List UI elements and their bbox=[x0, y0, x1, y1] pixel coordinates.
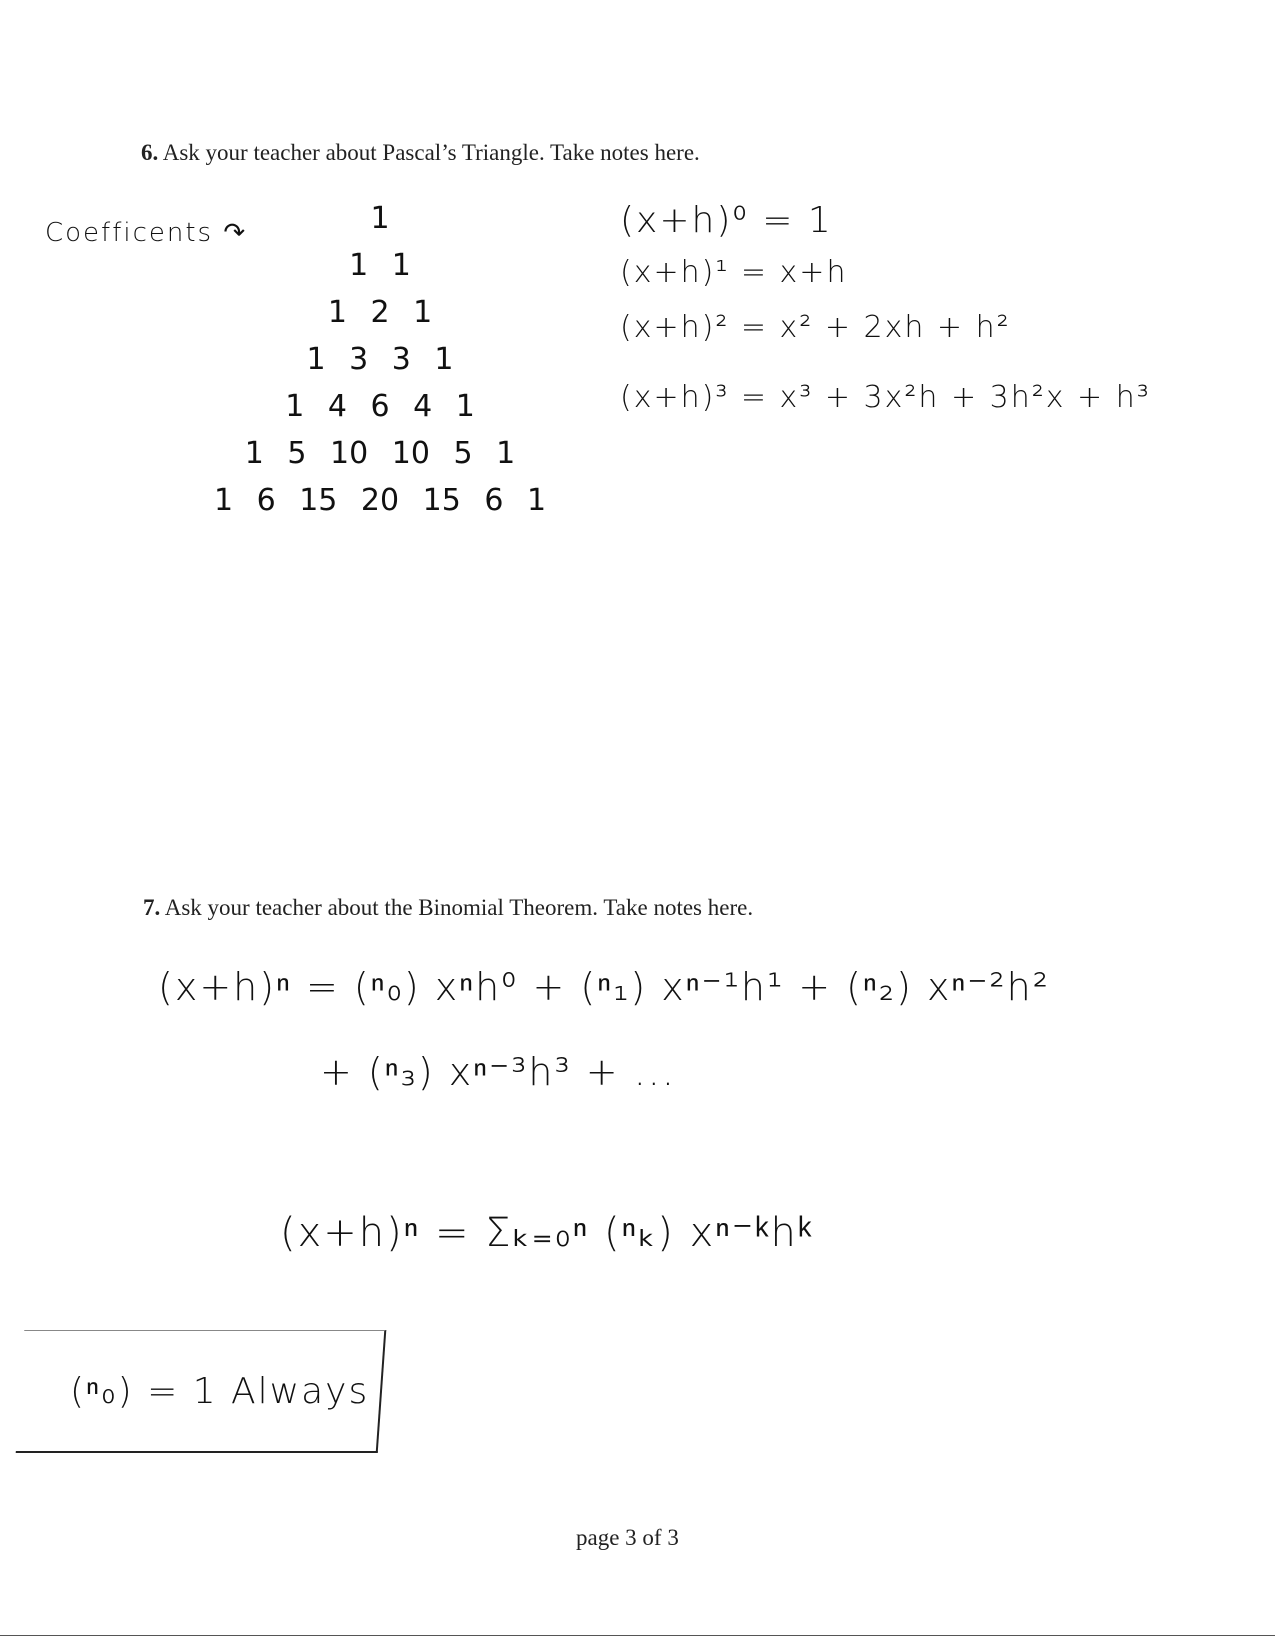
expansion-3: (x+h)³ = x³ + 3x²h + 3h²x + h³ bbox=[620, 380, 1151, 415]
boxed-note: (ⁿ₀) = 1 Always bbox=[70, 1371, 370, 1412]
pascal-row: 1 bbox=[370, 201, 390, 236]
expansion-0: (x+h)⁰ = 1 bbox=[620, 200, 833, 241]
pascal-row: 1 3 3 1 bbox=[306, 342, 454, 377]
pascal-row: 1 1 bbox=[349, 248, 411, 283]
pascal-row: 1 4 6 4 1 bbox=[285, 389, 475, 424]
binomial-expansion-line1: (x+h)ⁿ = (ⁿ₀) xⁿh⁰ + (ⁿ₁) xⁿ⁻¹h¹ + (ⁿ₂) xⁿ⁻²h² bbox=[158, 965, 1050, 1009]
expansion-2: (x+h)² = x² + 2xh + h² bbox=[620, 310, 1011, 345]
binomial-summation: (x+h)ⁿ = Σₖ₌₀ⁿ (ⁿₖ) xⁿ⁻ᵏhᵏ bbox=[280, 1210, 814, 1256]
question-text: Ask your teacher about the Binomial Theorem. Take notes here. bbox=[164, 895, 754, 920]
expansion-1: (x+h)¹ = x+h bbox=[620, 255, 848, 290]
pascal-row: 1 5 10 10 5 1 bbox=[244, 436, 516, 471]
page-number: page 3 of 3 bbox=[576, 1525, 679, 1550]
pascal-row: 1 2 1 bbox=[327, 295, 433, 330]
binomial-expansion-line2: + (ⁿ₃) xⁿ⁻³h³ + ... bbox=[320, 1050, 676, 1094]
question-text: Ask your teacher about Pascal’s Triangle. Take notes here. bbox=[162, 140, 700, 165]
question-7 bbox=[143, 895, 753, 921]
question-6 bbox=[141, 140, 700, 166]
question-number: 7. bbox=[143, 895, 161, 920]
question-number: 6. bbox=[141, 140, 159, 165]
pascal-triangle bbox=[180, 195, 580, 524]
coefficients-label: Coefficents ↷ bbox=[45, 218, 248, 248]
pascal-row: 1 6 15 20 15 6 1 bbox=[213, 483, 547, 518]
page-bottom-rule bbox=[0, 1635, 1275, 1636]
